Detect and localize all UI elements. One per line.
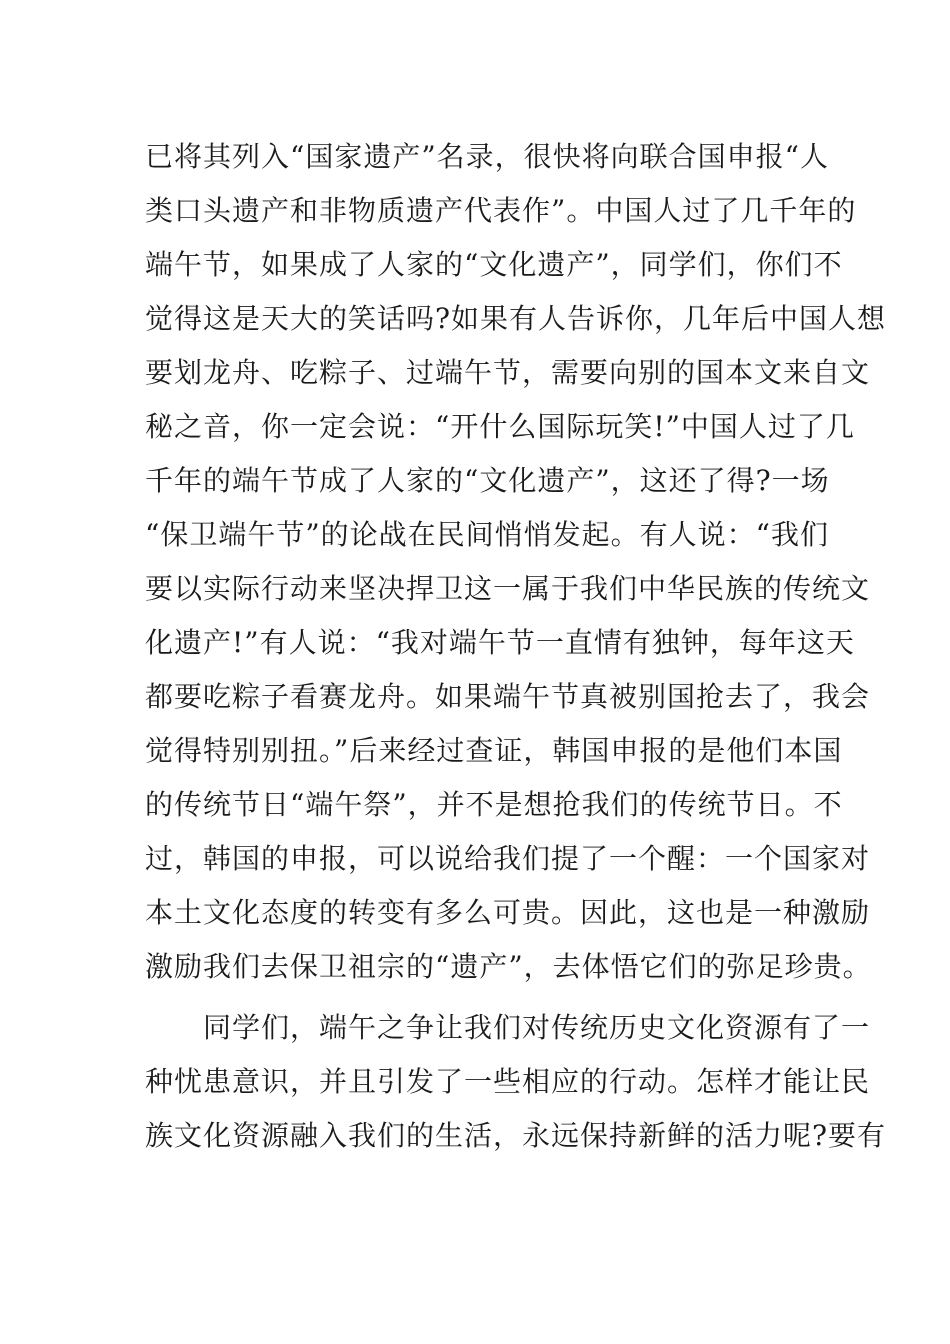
text-line: 觉得这是天大的笑话吗?如果有人告诉你，几年后中国人想 [145, 302, 887, 335]
paragraph-1 [145, 130, 887, 994]
text-line: 要划龙舟、吃粽子、过端午节，需要向别的国本文来自文 [145, 356, 871, 389]
text-line: 种忧患意识，并且引发了一些相应的行动。怎样才能让民 [145, 1065, 871, 1098]
text-line: 的传统节日“端午祭”，并不是想抢我们的传统节日。不 [145, 788, 843, 821]
text-line: 要以实际行动来坚决捍卫这一属于我们中华民族的传统文 [145, 572, 871, 605]
text-line: 同学们，端午之争让我们对传统历史文化资源有了一 [145, 1011, 871, 1044]
text-line: 过，韩国的申报，可以说给我们提了一个醒：一个国家对 [145, 842, 871, 875]
text-line: 化遗产!”有人说：“我对端午节一直情有独钟，每年这天 [145, 626, 855, 659]
text-line: 本土文化态度的转变有多么可贵。因此，这也是一种激励 [145, 896, 871, 929]
text-line: 端午节，如果成了人家的“文化遗产”，同学们，你们不 [145, 248, 843, 281]
text-line: 激励我们去保卫祖宗的“遗产”，去体悟它们的弥足珍贵。 [145, 950, 872, 983]
text-line: “保卫端午节”的论战在民间悄悄发起。有人说：“我们 [145, 518, 829, 551]
text-line: 觉得特别别扭。”后来经过查证，韩国申报的是他们本国 [145, 734, 843, 767]
text-line: 都要吃粽子看赛龙舟。如果端午节真被别国抢去了，我会 [145, 680, 871, 713]
text-line: 千年的端午节成了人家的“文化遗产”，这还了得?一场 [145, 464, 830, 497]
text-line: 已将其列入“国家遗产”名录，很快将向联合国申报“人 [145, 140, 829, 173]
text-line: 类口头遗产和非物质遗产代表作”。中国人过了几千年的 [145, 194, 857, 227]
paragraph-2 [145, 1001, 887, 1163]
text-line: 族文化资源融入我们的生活，永远保持新鲜的活力呢?要有 [145, 1119, 887, 1152]
document-body [145, 130, 887, 1163]
paragraph-spacer [145, 994, 815, 1001]
text-line: 秘之音，你一定会说：“开什么国际玩笑!”中国人过了几 [145, 410, 855, 443]
